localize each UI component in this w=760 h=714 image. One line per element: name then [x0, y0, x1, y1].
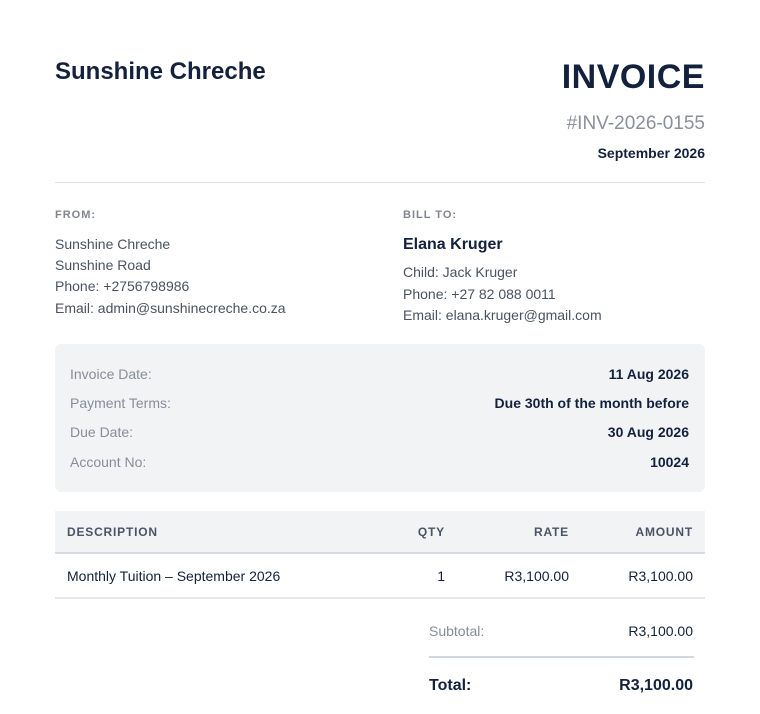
row-rate: R3,100.00: [504, 568, 569, 584]
totals-divider: [429, 656, 694, 658]
detail-label: Due Date:: [70, 424, 134, 440]
bill-to-line-phone: Phone: +27 82 088 0011: [403, 286, 556, 302]
from-line-email: Email: admin@sunshinecreche.co.za: [55, 300, 286, 316]
from-line-phone: Phone: +2756798986: [55, 278, 190, 294]
column-header-amount: AMOUNT: [635, 525, 693, 539]
detail-row-due-date: [70, 424, 689, 444]
detail-value: Due 30th of the month before: [494, 395, 689, 411]
total-label: Total:: [429, 677, 472, 694]
from-line-address: Sunshine Road: [55, 257, 151, 273]
detail-value: 10024: [650, 454, 689, 470]
column-header-qty: QTY: [417, 525, 445, 539]
detail-value: 30 Aug 2026: [607, 424, 689, 440]
bill-to-line-child: Child: Jack Kruger: [403, 264, 518, 280]
total-value: R3,100.00: [619, 677, 693, 694]
column-header-rate: RATE: [534, 525, 569, 539]
bill-to-label: BILL TO:: [403, 209, 458, 221]
invoice-title: INVOICE: [561, 58, 705, 96]
table-row: [55, 554, 705, 599]
company-name: Sunshine Chreche: [55, 58, 266, 85]
detail-row-account-no: [70, 454, 689, 474]
detail-label: Invoice Date:: [70, 366, 152, 382]
subtotal-value: R3,100.00: [628, 623, 693, 639]
from-line-company: Sunshine Chreche: [55, 236, 171, 252]
detail-value: 11 Aug 2026: [608, 366, 689, 382]
row-amount: R3,100.00: [628, 568, 693, 584]
from-label: FROM:: [55, 209, 97, 221]
detail-row-payment-terms: [70, 395, 689, 415]
invoice-number: #INV-2026-0155: [566, 113, 705, 134]
detail-row-invoice-date: [70, 366, 689, 386]
invoice-details-box: [55, 344, 705, 492]
invoice-period: September 2026: [597, 145, 705, 161]
row-description: Monthly Tuition – September 2026: [67, 568, 281, 584]
header-divider: [55, 182, 705, 183]
detail-label: Account No:: [70, 454, 147, 470]
subtotal-label: Subtotal:: [429, 623, 485, 639]
column-header-description: DESCRIPTION: [67, 525, 158, 539]
items-table-header: [55, 511, 705, 554]
bill-to-line-email: Email: elana.kruger@gmail.com: [403, 307, 602, 323]
bill-to-name: Elana Kruger: [403, 236, 503, 253]
row-qty: 1: [437, 568, 445, 584]
detail-label: Payment Terms:: [70, 395, 171, 411]
